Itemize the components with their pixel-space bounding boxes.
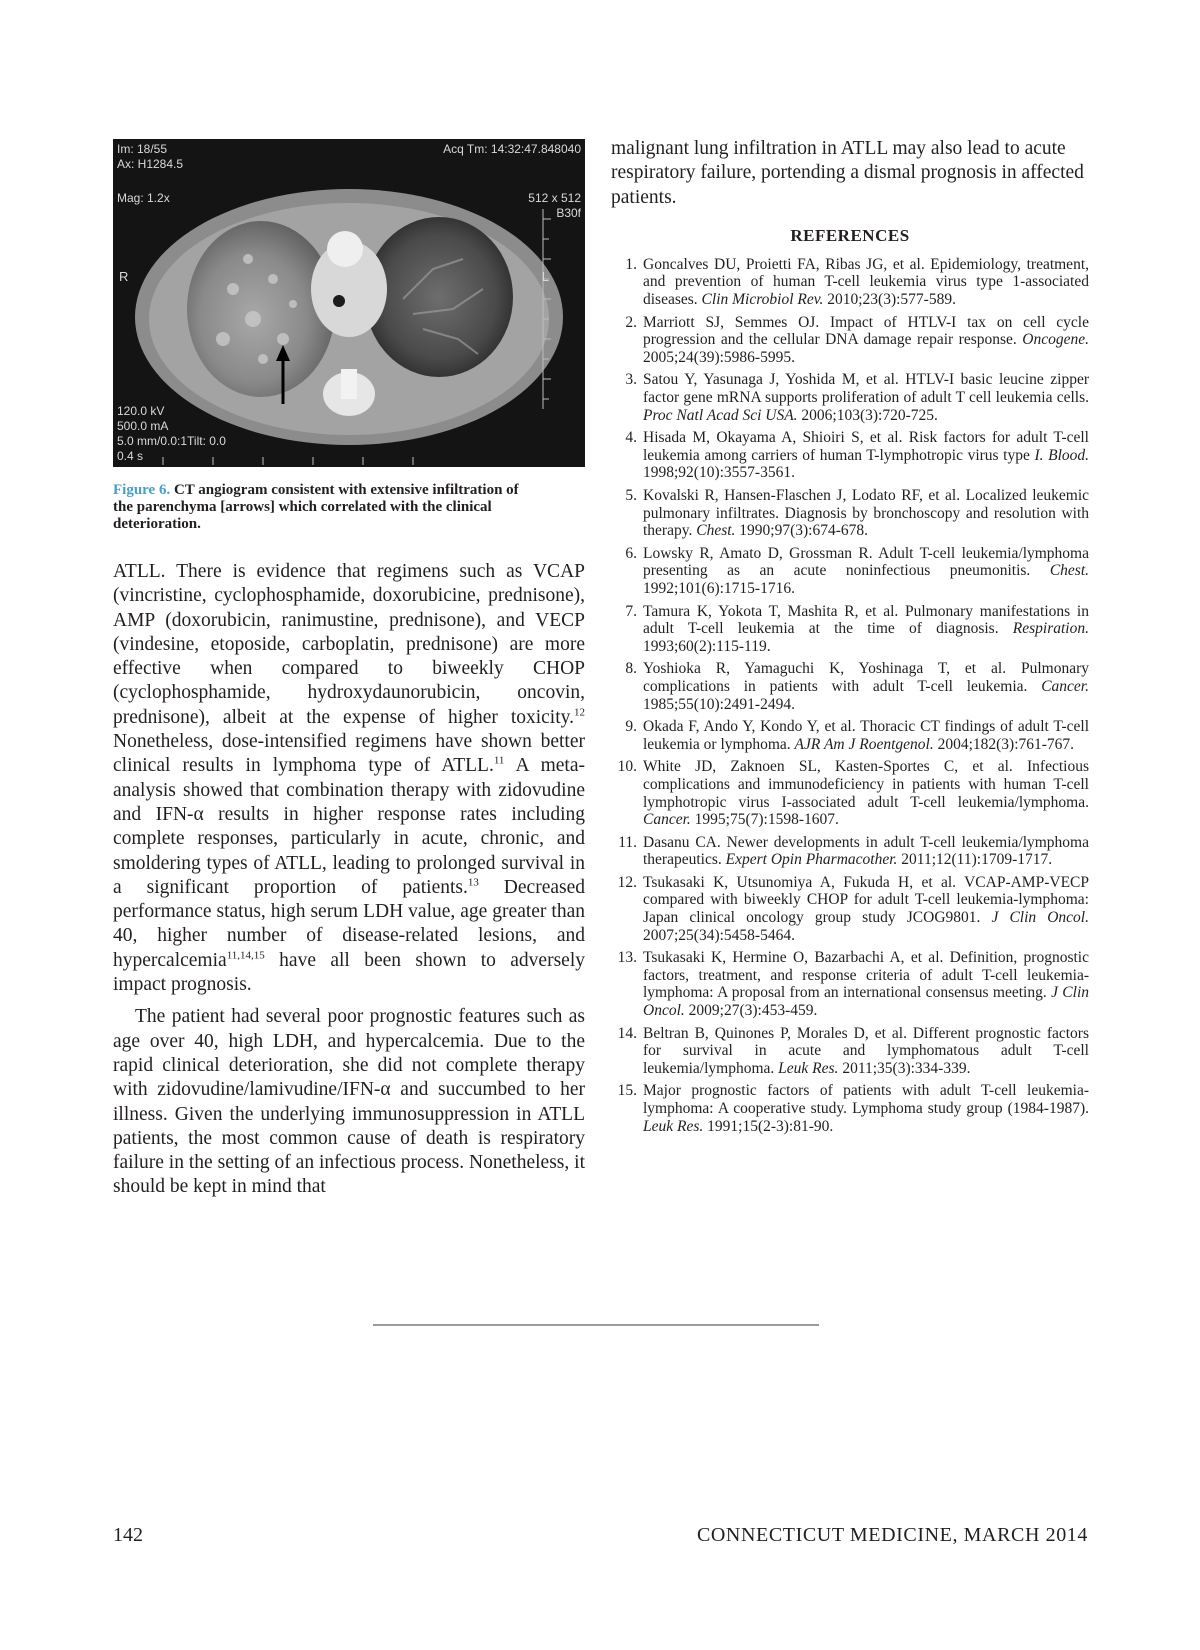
reference-citation: 1985;55(10):2491-2494. [643, 695, 795, 713]
reference-citation: 2004;182(3):761-767. [933, 735, 1075, 753]
reference-citation: 1991;15(2-3):81-90. [703, 1117, 834, 1135]
reference-item [611, 718, 1089, 753]
reference-text: Yoshioka R, Yamaguchi K, Yoshinaga T, et al. Pulmonary complications in patients with adult T-cell leukemia. [643, 660, 1089, 695]
reference-journal: J Clin Oncol. [643, 984, 1089, 1020]
reference-journal: Clin Microbiol Rev. [701, 291, 824, 309]
reference-journal: Expert Opin Pharmacother. [725, 851, 898, 869]
reference-item [611, 758, 1089, 828]
divider-line [373, 1324, 819, 1326]
figure-caption-text: CT angiogram consistent with extensive infiltration of the parenchyma [arrows] which correlated with the clinical deterioration. [113, 482, 519, 532]
reference-citation: 1993;60(2):115-119. [643, 637, 771, 655]
reference-journal: Cancer. [1041, 677, 1089, 695]
page-number: 142 [113, 1524, 143, 1546]
ct-overlay-top-right: Acq Tm: 14:32:47.848040 [443, 142, 581, 156]
reference-journal: J Clin Oncol. [991, 909, 1089, 927]
reference-text: Goncalves DU, Proietti FA, Ribas JG, et al. Epidemiology, treatment, and prevention of human T-cell leukemia virus type 1-associated diseases. [643, 255, 1089, 309]
reference-journal: Cancer. [643, 811, 691, 829]
ct-overlay-resolution: 512 x 512 B30f [528, 191, 581, 220]
reference-text: Tsukasaki K, Utsunomiya A, Fukuda H, et al. VCAP-AMP-VECP compared with biweekly CHOP for adult T-cell leukemia-lymphoma: Japan clinical oncology group study JCOG9801. [643, 873, 1089, 927]
reference-number: 13. [617, 949, 637, 967]
references-list [611, 256, 1089, 1135]
ct-overlay-right-marker: R [119, 269, 129, 284]
reference-journal: Leuk Res. [643, 1117, 704, 1135]
reference-text: Hisada M, Okayama A, Shioiri S, et al. Risk factors for adult T-cell leukemia among carriers of human T-lymphotropic virus type [643, 429, 1089, 464]
ct-overlay-bottom-left: 120.0 kV 500.0 mA 5.0 mm/0.0:1Tilt: 0.0 0.4 s [117, 404, 226, 463]
reference-item [611, 949, 1089, 1019]
reference-citation: 2011;12(11):1709-1717. [897, 851, 1053, 869]
figure-6 [113, 139, 585, 533]
body-continuation: malignant lung infiltration in ATLL may also lead to acute respiratory failure, portending a dismal prognosis in affected patients. [611, 138, 1084, 208]
reference-item [611, 874, 1089, 944]
reference-number: 11. [618, 833, 637, 851]
ct-overlay-top-left: Im: 18/55 Ax: H1284.5 [117, 142, 184, 171]
reference-citation: 2011;35(3):334-339. [838, 1059, 971, 1077]
reference-journal: Leuk Res. [778, 1059, 839, 1077]
body-left-column [113, 560, 585, 1200]
reference-number: 3. [625, 371, 637, 389]
reference-citation: 1995;75(7):1598-1607. [690, 811, 839, 829]
reference-journal: Oncogene. [1022, 331, 1089, 349]
reference-number: 7. [625, 602, 637, 620]
body-paragraph-1: ATLL. There is evidence that regimens such as VCAP (vincristine, cyclophosphamide, doxorubicine, prednisone), AMP (doxorubicin, ranimustine, prednisone), and VECP (vindesine, etoposide, carboplatin, prednisone) are more effective when compared to biweekly CHOP (cyclophosphamide, hydroxydaunorubicin, oncovin, prednisone), albeit at the expense of higher toxicity.$^{12}$ Nonetheless, dose-intensified regimens have shown better clinical results in lymphoma type of ATLL.$^{11}$ A meta-analysis showed that combination therapy with zidovudine and IFN-α results in higher response rates including complete responses, particularly in acute, chronic, and smoldering types of ATLL, leading to prolonged survival in a significant proportion of patients.$^{13}$ Decreased performance status, high serum LDH value, age greater than 40, higher number of disease-related lesions, and hypercalcemia$^{11,14,15}$ have all been shown to adversely impact prognosis. [113, 561, 585, 996]
reference-number: 15. [617, 1082, 637, 1100]
body-right-column [611, 137, 1089, 1140]
reference-journal: Proc Natl Acad Sci USA. [643, 406, 798, 424]
reference-number: 10. [617, 758, 637, 776]
reference-citation: 1990;97(3):674-678. [735, 522, 869, 540]
reference-journal: Respiration. [1012, 620, 1089, 638]
reference-item [611, 371, 1089, 424]
reference-text: Tamura K, Yokota T, Mashita R, et al. Pulmonary manifestations in adult T-cell leukemia at the time of diagnosis. [643, 602, 1089, 638]
reference-citation: 2006;103(3):720-725. [797, 406, 938, 424]
references-heading: REFERENCES [790, 225, 910, 245]
reference-text: Dasanu CA. Newer developments in adult T-cell leukemia/lymphoma therapeutics. [643, 833, 1089, 869]
reference-journal: I. Blood. [1034, 446, 1090, 464]
ct-scan-image [113, 139, 585, 467]
reference-text: Major prognostic factors of patients with adult T-cell leukemia-lymphoma: A cooperative study. Lymphoma study group (1984-1987). [643, 1082, 1089, 1118]
reference-citation: 1992;101(6):1715-1716. [643, 579, 795, 597]
reference-item [611, 487, 1089, 540]
body-paragraph-2: The patient had several poor prognostic features such as age over 40, high LDH, and hypercalcemia. Due to the rapid clinical deterioration, she did not complete therapy with zidovudine/lamivudine/IFN-α and succumbed to her illness. Given the underlying immunosuppression in ATLL patients, the most common cause of death is respiratory failure in the setting of an infectious process. Nonetheless, it should be kept in mind that [113, 1006, 585, 1198]
reference-item [611, 834, 1089, 869]
ct-overlay-left-marker: L [541, 269, 549, 284]
reference-citation: 2009;27(3):453-459. [684, 1002, 818, 1020]
reference-item [611, 545, 1089, 598]
reference-item [611, 603, 1089, 656]
reference-citation: 1998;92(10):3557-3561. [643, 464, 795, 482]
reference-number: 6. [625, 544, 637, 562]
reference-item [611, 314, 1089, 367]
reference-number: 8. [625, 660, 637, 678]
reference-number: 1. [625, 255, 637, 273]
reference-text: Satou Y, Yasunaga J, Yoshida M, et al. HTLV-I basic leucine zipper factor gene mRNA supports proliferation of adult T cell leukemia cells. [643, 371, 1089, 407]
reference-item [611, 429, 1089, 482]
reference-text: Marriott SJ, Semmes OJ. Impact of HTLV-I tax on cell cycle progression and the cellular DNA damage repair response. [643, 313, 1089, 349]
reference-text: Beltran B, Quinones P, Morales D, et al. Different prognostic factors for survival in acute and lymphomatous adult T-cell leukemia/lymphoma. [643, 1024, 1089, 1077]
reference-citation: 2007;25(34):5458-5464. [643, 926, 795, 944]
reference-journal: Chest. [1049, 562, 1089, 580]
reference-journal: AJR Am J Roentgenol. [794, 735, 934, 753]
reference-text: Okada F, Ando Y, Kondo Y, et al. Thoracic CT findings of adult T-cell leukemia or lymphoma. [643, 718, 1089, 753]
reference-number: 2. [625, 313, 637, 331]
reference-citation: 2010;23(3):577-589. [823, 291, 956, 309]
reference-item [611, 256, 1089, 309]
reference-item [611, 1025, 1089, 1078]
reference-number: 14. [617, 1024, 637, 1042]
reference-journal: Chest. [696, 522, 736, 540]
reference-number: 5. [625, 487, 637, 505]
reference-item [611, 1082, 1089, 1135]
journal-footer: CONNECTICUT MEDICINE, MARCH 2014 [696, 1524, 1088, 1546]
reference-number: 12. [617, 873, 637, 891]
reference-text: White JD, Zaknoen SL, Kasten-Sportes C, et al. Infectious complications and immunodeficiency in patients with human T-cell lymphotropic virus I-associated adult T-cell leukemia/lymphoma. [643, 758, 1089, 811]
reference-number: 4. [625, 429, 637, 447]
figure-caption-label: Figure 6. [113, 482, 171, 498]
reference-number: 9. [625, 718, 637, 736]
ct-overlay-mag: Mag: 1.2x [117, 191, 170, 205]
figure-caption [113, 482, 585, 533]
reference-item [611, 660, 1089, 713]
reference-citation: 2005;24(39):5986-5995. [643, 348, 795, 366]
reference-text: Lowsky R, Amato D, Grossman R. Adult T-cell leukemia/lymphoma presenting as an acute noninfectious pneumonitis. [643, 544, 1089, 580]
reference-text: Kovalski R, Hansen-Flaschen J, Lodato RF, et al. Localized leukemic pulmonary infiltrates. Diagnosis by bronchoscopy and resolution with therapy. [643, 487, 1089, 540]
reference-text: Tsukasaki K, Hermine O, Bazarbachi A, et al. Definition, prognostic factors, treatment, and response criteria of adult T-cell leukemia-lymphoma: A proposal from an international consensus meeting. [643, 949, 1089, 1002]
